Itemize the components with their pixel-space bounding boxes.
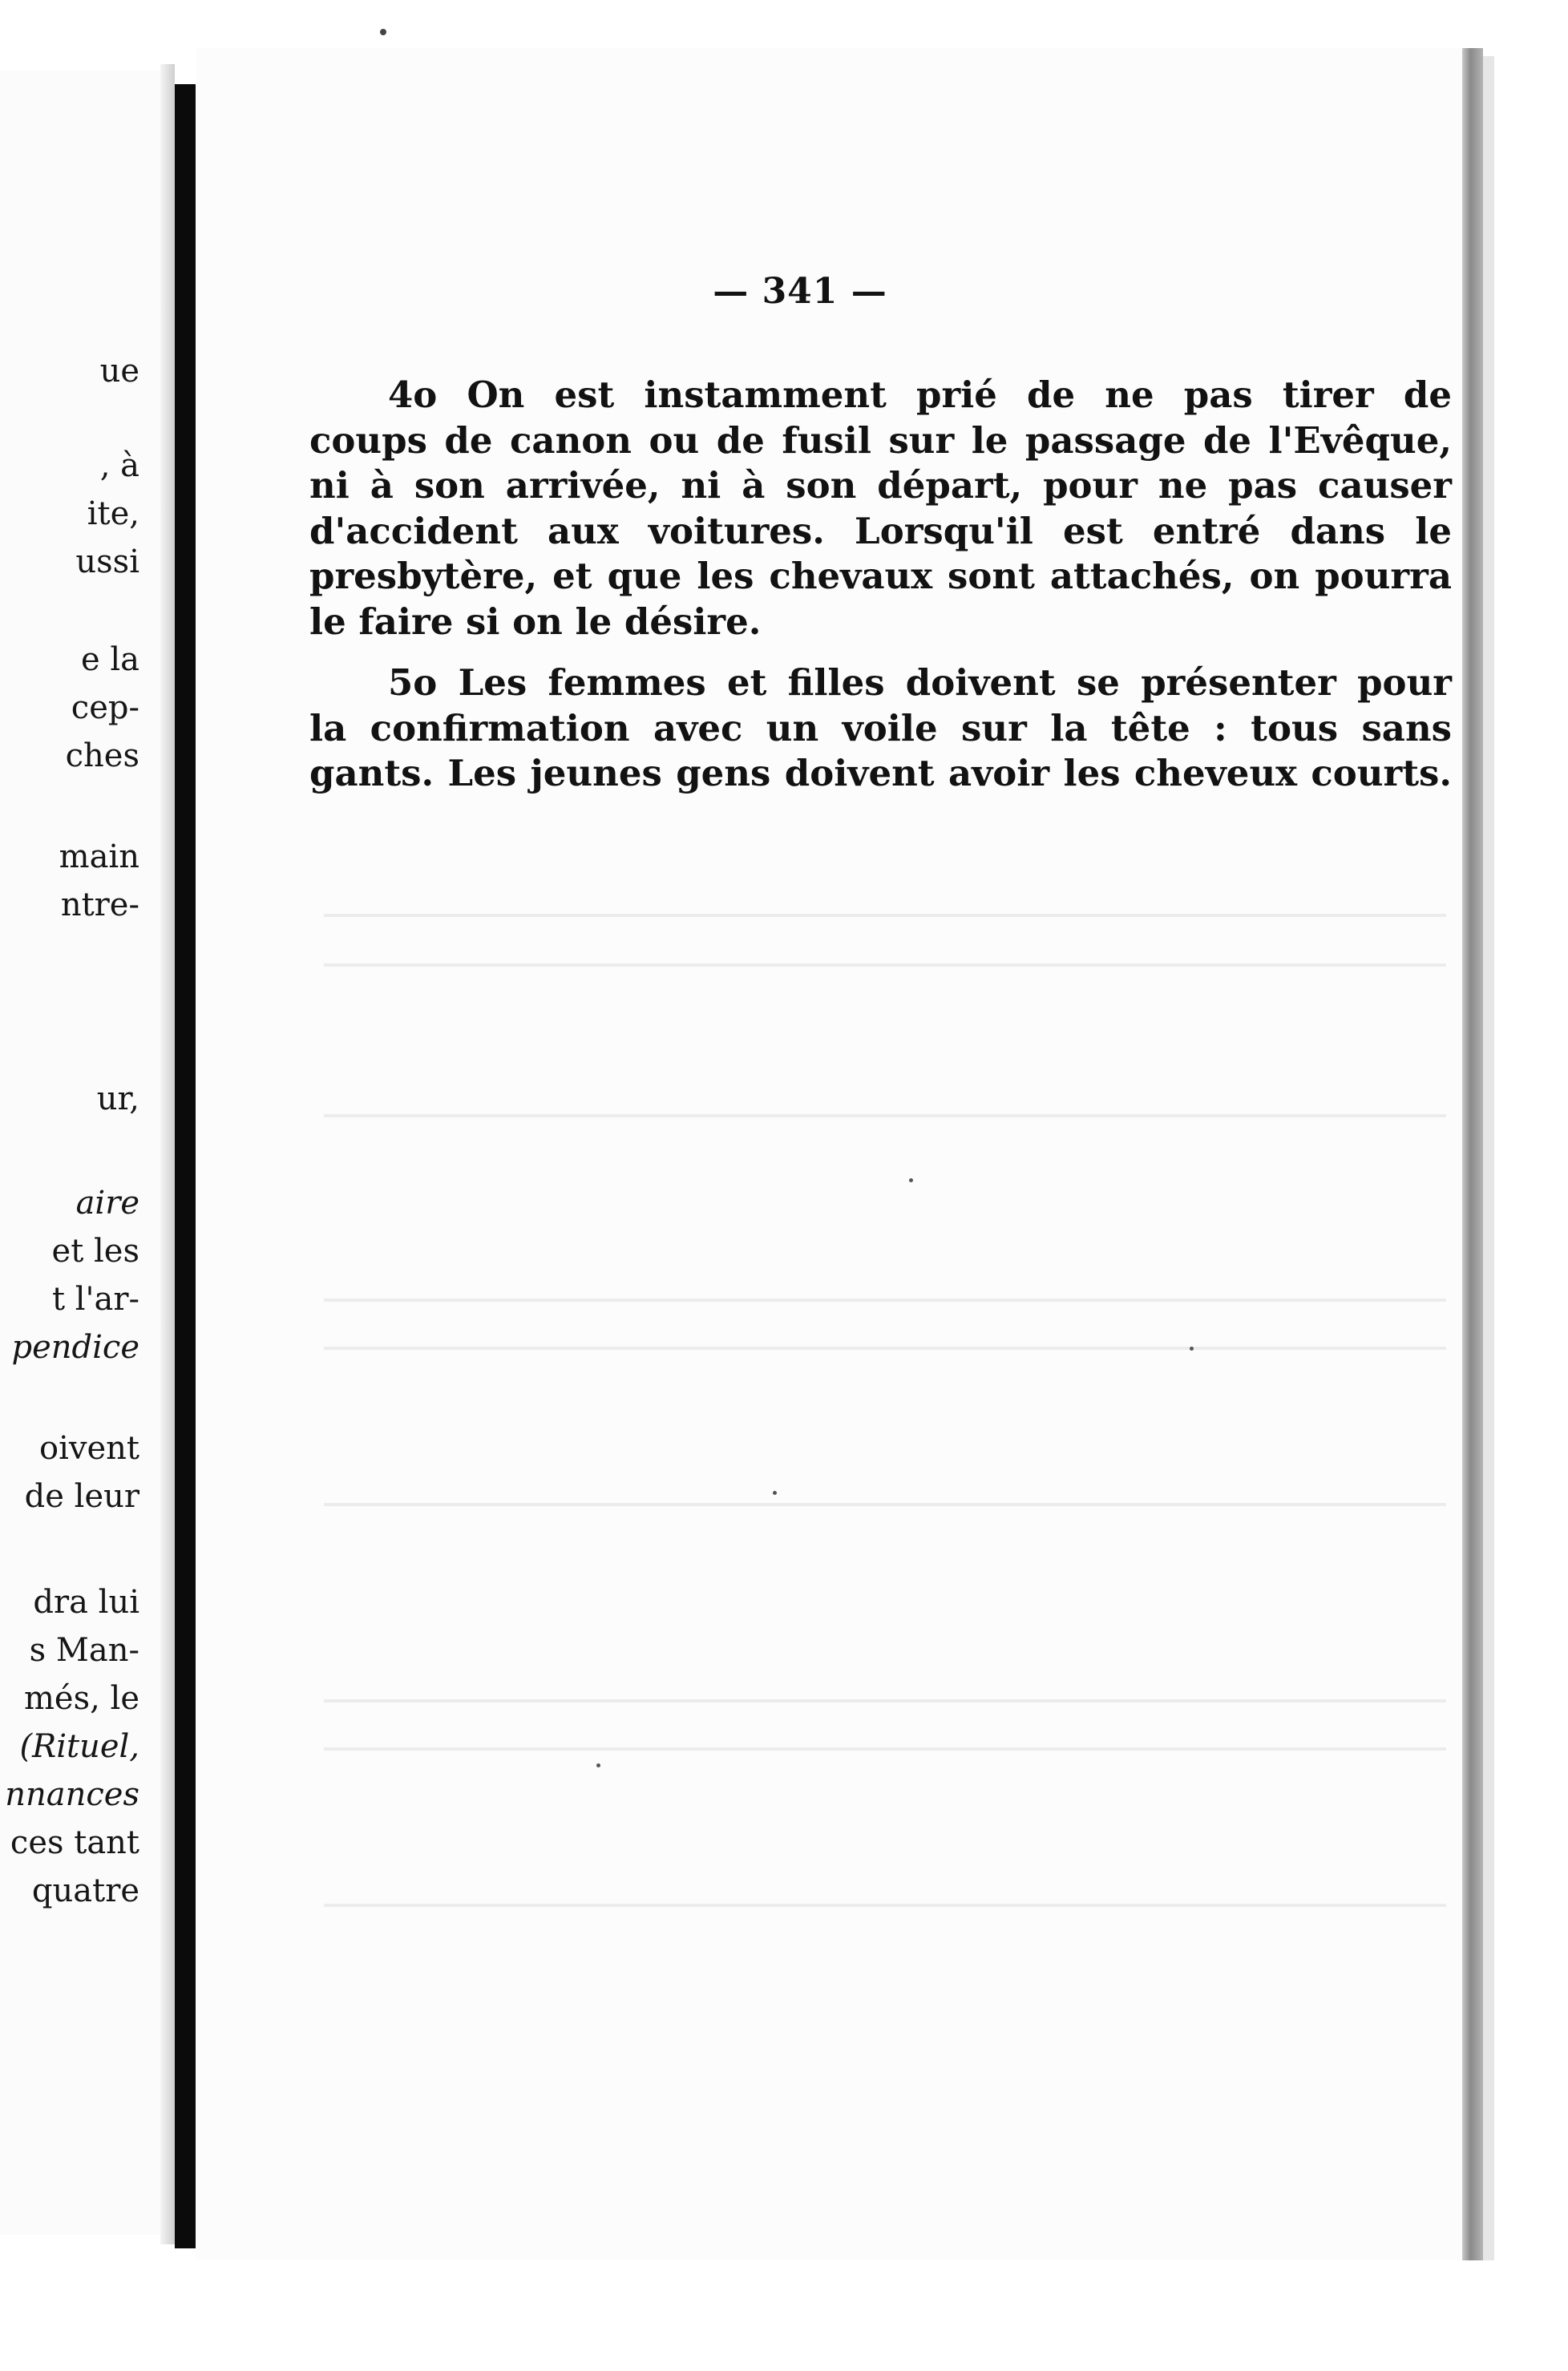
previous-page-line: de leur — [24, 1478, 139, 1515]
page-body — [309, 373, 1452, 813]
bleed-through-line — [324, 1299, 1446, 1302]
book-gutter — [175, 84, 196, 2248]
dust-speck — [596, 1763, 600, 1767]
previous-page-line: main — [59, 838, 139, 875]
dust-speck — [1190, 1347, 1194, 1351]
previous-page-line: ches — [65, 737, 139, 774]
previous-page-line: ntre- — [60, 887, 139, 923]
previous-page-line: ussi — [75, 543, 139, 580]
previous-page-line: cep- — [71, 689, 139, 726]
text-line: 5o Les femmes et filles doivent se présenter pour — [388, 661, 1452, 704]
text-line: la confirmation avec un voile sur la tête : tous sans — [309, 706, 1452, 749]
previous-page-line: aire — [75, 1185, 139, 1222]
bleed-through-line — [324, 914, 1446, 917]
previous-page-line: ces tant — [10, 1824, 139, 1861]
dust-speck — [380, 29, 386, 35]
page-number — [196, 271, 1462, 312]
previous-page-fragment — [0, 71, 160, 2235]
gutter-shadow — [160, 64, 175, 2244]
bleed-through-line — [324, 963, 1446, 967]
page-edge — [1483, 56, 1494, 2260]
previous-page-line: ue — [99, 353, 139, 390]
previous-page-line: pendice — [11, 1329, 139, 1366]
previous-page-line: oivent — [39, 1430, 139, 1467]
text-line: 4o On est instamment prié de ne pas tirer de — [388, 374, 1452, 416]
previous-page-line: (Rituel, — [19, 1728, 139, 1765]
bleed-through-line — [324, 1699, 1446, 1703]
previous-page-line: ur, — [96, 1080, 139, 1117]
previous-page-line: , à — [99, 447, 139, 484]
previous-page-line: ite, — [87, 495, 139, 532]
previous-page-line: més, le — [23, 1680, 139, 1717]
text-line: le faire si on le désire. — [309, 600, 762, 643]
previous-page-line: t l'ar- — [51, 1281, 139, 1318]
previous-page-line: e la — [80, 641, 139, 678]
text-line: coups de canon ou de fusil sur le passage de l'Evêque, — [309, 418, 1452, 462]
bleed-through-line — [324, 1503, 1446, 1506]
text-line: d'accident aux voitures. Lorsqu'il est entré dans le — [309, 509, 1452, 552]
dust-speck — [773, 1491, 777, 1495]
bleed-through-line — [324, 1904, 1446, 1907]
previous-page-line: s Man- — [29, 1632, 139, 1669]
page-edge — [1462, 48, 1483, 2260]
page-number-text: — 341 — — [713, 271, 887, 312]
paragraph — [309, 373, 1452, 644]
bleed-through-line — [324, 1114, 1446, 1117]
text-line: presbytère, et que les chevaux sont attachés, on pourra — [309, 555, 1452, 597]
text-line: ni à son arrivée, ni à son départ, pour ne pas causer — [309, 464, 1452, 507]
paragraph — [309, 660, 1452, 797]
dust-speck — [909, 1178, 913, 1182]
bleed-through-line — [324, 1747, 1446, 1751]
bleed-through-line — [324, 1347, 1446, 1350]
previous-page-line: dra lui — [33, 1584, 139, 1621]
previous-page-line: nnances — [5, 1776, 139, 1813]
previous-page-line: et les — [51, 1233, 139, 1270]
text-line: gants. Les jeunes gens doivent avoir les cheveux courts. — [309, 752, 1452, 794]
previous-page-line: quatre — [31, 1872, 139, 1909]
book-page — [196, 48, 1462, 2260]
